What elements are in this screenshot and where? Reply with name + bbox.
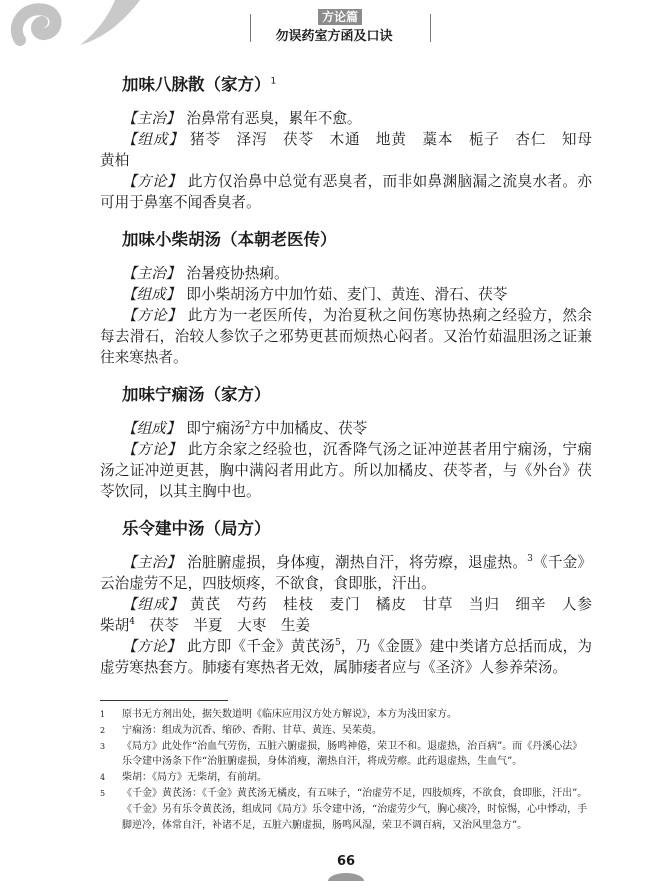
composition (100, 129, 607, 171)
page-number: 66 (336, 854, 356, 870)
composition (100, 594, 607, 636)
page-footer (100, 853, 592, 881)
footnote (100, 707, 592, 723)
text: 《千金》云治虚劳不足，四肢烦疼，不欲食，食即胀，汗出。 (100, 554, 592, 592)
footnote-ref: 2 (244, 420, 251, 431)
text: 即小柴胡汤方中加竹茹、麦门、黄连、滑石、茯苓 (186, 286, 508, 303)
footnote (100, 786, 592, 833)
entry-1 (100, 74, 607, 213)
section-tag: 方论篇 (318, 9, 362, 25)
text: 【组成】 (122, 420, 181, 437)
entry-3 (100, 384, 592, 502)
text: 方中加橘皮、茯苓 (250, 420, 368, 437)
entry-2 (100, 229, 592, 368)
text: 5 (100, 788, 106, 798)
footnote (100, 723, 592, 739)
footnote (100, 739, 592, 771)
text: 治鼻常有恶臭，累年不愈。 (186, 110, 362, 127)
footnote-rule (100, 700, 228, 701)
text: 4 (100, 773, 106, 783)
entry-title: 乐令建中汤（局方） (122, 519, 271, 538)
text: 治脏腑虚损，身体瘦，潮热自汗，将劳瘵，退虚热。 (187, 554, 528, 571)
text: 【方论】 (122, 638, 182, 655)
text: 《局方》此处作“治血气劳伤，五脏六腑虚损，肠鸣神倦，荣卫不和。退虚热，治百病”。而《丹溪心法》乐令建中汤条下作“治脏腑虚损，身体消瘦，潮热自汗，将成劳瘵。此药退虚热，生血气”。 (122, 740, 583, 768)
text: 宁痫汤：组成为沉香、缩砂、香附、甘草、黄连、吴茱萸。 (122, 724, 382, 736)
composition (100, 418, 592, 439)
text: 【组成】 (122, 596, 184, 613)
text: 2 (100, 725, 106, 735)
entry-title: 加味小柴胡汤（本朝老医传） (122, 230, 337, 249)
text: 《千金》黄芪汤：《千金》黄芪汤无橘皮，有五味子，“治虚劳不足，四肢烦疼，不欲食，食即胀，汗出”。《千金》另有乐令黄芪汤，组成同《局方》乐令建中汤，“治虚劳少气，胸心痰冷，时惊惕，心中悸动，手脚逆冷，体常自汗，补诸不足，五脏六腑虚损，肠鸣风湿，荣卫不调百病，又治风里急方”。 (122, 787, 588, 831)
footnote-ref: 5 (334, 638, 341, 649)
footnote-ref: 1 (270, 76, 277, 87)
footnotes (100, 707, 592, 833)
discussion (100, 636, 592, 678)
entry-title: 加味宁痫汤（家方） (122, 385, 271, 404)
entry-4 (100, 518, 607, 678)
text: 黄芪 芍药 桂枝 麦门 橘皮 甘草 当归 细辛 人参 柴胡 (100, 596, 607, 634)
footnote (100, 770, 592, 786)
text: ，乃《金匮》建中类诸方总括而成，为虚劳寒热套方。肺痿有寒热者无效，属肺痿者应与《圣济》人参养荣汤。 (100, 638, 592, 676)
indications (100, 108, 592, 129)
discussion (100, 439, 592, 502)
footnote-ref: 3 (527, 554, 533, 565)
indications (100, 263, 592, 284)
text: 即宁痫汤 (186, 420, 245, 437)
entry-title (122, 74, 592, 96)
book-title: 勿误药室方函及口诀 (275, 29, 393, 44)
text: 【组成】 (122, 131, 184, 148)
text: 猪苓 泽泻 茯苓 木通 地黄 藁本 栀子 杏仁 知母 黄柏 (100, 131, 607, 169)
text: 3 (100, 741, 106, 751)
text: 原书无方剂出处，据矢数道明《临床应用汉方处方解说》，本方为浅田家方。 (122, 709, 457, 720)
text: 此方为一老医所传，为治夏秋之间伤寒协热痢之经验方，然余每去滑石，治较人参饮子之邪势更甚而烦热心闷者。又治竹茹温胆汤之证兼往来寒热者。 (100, 307, 592, 366)
page-number-ornament (328, 873, 364, 881)
footnote-ref: 4 (129, 617, 135, 628)
text: 茯苓 半夏 大枣 生姜 (134, 617, 311, 634)
text: 【主治】 (122, 265, 181, 282)
text: 加味八脉散（家方） (122, 75, 271, 94)
indications (100, 552, 592, 594)
discussion (100, 305, 592, 368)
text: 【方论】 (122, 441, 182, 458)
text: 治暑疫协热痢。 (186, 265, 289, 282)
text: 此方余家之经验也，沉香降气汤之证冲逆甚者用宁痫汤，宁痫汤之证冲逆更甚，胸中满闷者用此方。所以加橘皮、茯苓者，与《外台》茯苓饮同，以其主胸中也。 (100, 441, 592, 500)
text: 柴胡：《局方》无柴胡，有前胡。 (122, 772, 267, 784)
text: 【主治】 (122, 554, 182, 571)
text: 此方即《千金》黄芪汤 (187, 638, 335, 655)
discussion (100, 171, 592, 213)
text: 【方论】 (122, 173, 182, 190)
text: 1 (100, 710, 106, 719)
text: 【组成】 (122, 286, 181, 303)
text: 此方仅治鼻中总觉有恶臭者，而非如鼻渊脑漏之流臭水者。亦可用于鼻塞不闻香臭者。 (100, 173, 592, 211)
text: 【主治】 (122, 110, 181, 127)
composition (100, 284, 592, 305)
text: 【方论】 (122, 307, 182, 324)
